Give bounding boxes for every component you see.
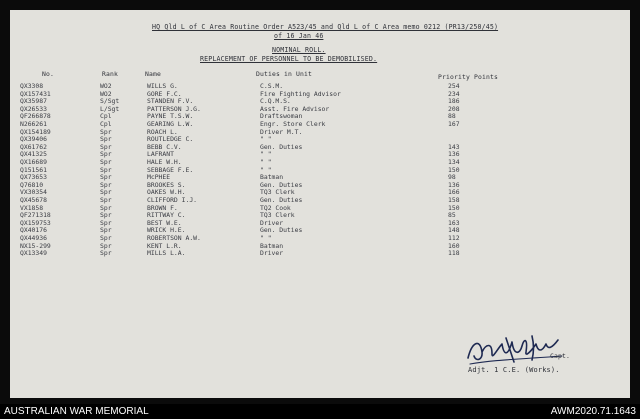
rank-cell: Spr — [100, 218, 112, 227]
duties-cell: Asst. Fire Advisor — [260, 104, 330, 113]
priority-points-cell: 167 — [448, 120, 460, 128]
routine-order-heading: HQ Qld L of C Area Routine Order A523/45 and Qld L of C Area memo 0212 (PR13/250/45) — [152, 23, 499, 31]
service-number-cell: QX40176 — [20, 226, 47, 235]
duties-cell: " " — [260, 165, 272, 174]
duties-cell: " " — [260, 150, 272, 159]
priority-points-cell: 160 — [448, 241, 460, 250]
duties-cell: TQ3 Clerk — [260, 188, 295, 197]
rank-cell: Spr — [100, 135, 112, 144]
duties-cell: Batman — [260, 241, 284, 250]
duties-cell: C.Q.M.S. — [260, 97, 291, 106]
priority-points-cell: 150 — [448, 203, 460, 212]
rank-cell: Cpl — [100, 120, 112, 128]
rank-cell: Spr — [100, 165, 112, 174]
name-cell: GEARING L.W. — [147, 120, 194, 128]
column-header-priority: Priority Points — [438, 73, 498, 81]
name-cell: PATTERSON J.G. — [147, 104, 201, 113]
duties-cell: " " — [260, 158, 272, 166]
rank-cell: Cpl — [100, 112, 112, 121]
name-cell: OAKES W.H. — [147, 188, 186, 197]
rank-cell: WO2 — [100, 89, 112, 98]
service-number-cell: VX30354 — [20, 188, 47, 197]
duties-cell: TQ3 Clerk — [260, 211, 295, 220]
service-number-cell: Q151561 — [20, 165, 47, 174]
rank-cell: Spr — [100, 173, 112, 182]
document-page — [10, 10, 630, 398]
rank-cell: Spr — [100, 180, 112, 189]
name-cell: SEBBAGE F.E. — [147, 165, 194, 174]
name-cell: BROOKES S. — [147, 180, 186, 189]
service-number-cell: QX157431 — [20, 89, 51, 98]
service-number-cell: QX44936 — [20, 234, 47, 242]
signature-rank: Capt. — [550, 352, 570, 360]
service-number-cell: QX13349 — [20, 249, 47, 258]
name-cell: ROACH L. — [147, 127, 178, 136]
signature-title: Adjt. 1 C.E. (Works). — [468, 366, 560, 374]
roll-subtitle: REPLACEMENT OF PERSONNEL TO BE DEMOBILISED. — [200, 55, 378, 63]
duties-cell: Gen. Duties — [260, 196, 303, 204]
rank-cell: Spr — [100, 211, 112, 220]
rank-cell: L/Sgt — [100, 104, 120, 113]
handwritten-signature — [462, 330, 572, 370]
priority-points-cell: 98 — [448, 173, 456, 182]
service-number-cell: QF266878 — [20, 112, 51, 121]
service-number-cell: QX154189 — [20, 127, 51, 136]
name-cell: ROBERTSON A.W. — [147, 234, 201, 242]
priority-points-cell: 143 — [448, 142, 460, 151]
duties-cell: Driver — [260, 249, 284, 258]
priority-points-cell: 136 — [448, 150, 460, 159]
priority-points-cell: 186 — [448, 97, 460, 106]
name-cell: PAYNE T.S.W. — [147, 112, 194, 121]
name-cell: GORE F.C. — [147, 89, 182, 98]
priority-points-cell: 112 — [448, 234, 460, 242]
name-cell: BEBB C.V. — [147, 142, 182, 151]
name-cell: McPHEE — [147, 173, 171, 182]
rank-cell: Spr — [100, 249, 112, 258]
rank-cell: Spr — [100, 203, 112, 212]
service-number-cell: QX61762 — [20, 142, 47, 151]
column-header-no: No. — [42, 70, 54, 78]
duties-cell: Driver — [260, 218, 284, 227]
column-header-name: Name — [145, 70, 161, 78]
duties-cell: Draftswoman — [260, 112, 303, 121]
service-number-cell: QX26533 — [20, 104, 47, 113]
priority-points-cell: 134 — [448, 158, 460, 166]
priority-points-cell: 148 — [448, 226, 460, 235]
name-cell: LAFRANT — [147, 150, 174, 159]
roll-title: NOMINAL ROLL. — [272, 46, 326, 54]
duties-cell: Gen. Duties — [260, 180, 303, 189]
priority-points-cell: 136 — [448, 180, 460, 189]
name-cell: BEST W.E. — [147, 218, 182, 227]
priority-points-cell: 166 — [448, 188, 460, 197]
priority-points-cell: 234 — [448, 89, 460, 98]
name-cell: WRICK H.E. — [147, 226, 186, 235]
service-number-cell: NX15-299 — [20, 241, 51, 250]
name-cell: CLIFFORD I.J. — [147, 196, 198, 204]
name-cell: KENT L.R. — [147, 241, 182, 250]
duties-cell: TQ2 Cook — [260, 203, 291, 212]
service-number-cell: QX3308 — [20, 82, 44, 90]
rank-cell: Spr — [100, 196, 112, 204]
duties-cell: " " — [260, 135, 272, 144]
name-cell: HALE W.H. — [147, 158, 182, 166]
name-cell: BROWN F. — [147, 203, 178, 212]
service-number-cell: QX39406 — [20, 135, 47, 144]
service-number-cell: QF271318 — [20, 211, 51, 220]
service-number-cell: QX45678 — [20, 196, 47, 204]
priority-points-cell: 118 — [448, 249, 460, 258]
column-header-duties: Duties in Unit — [256, 70, 312, 78]
rank-cell: Spr — [100, 127, 112, 136]
service-number-cell: QX16689 — [20, 158, 47, 166]
duties-cell: " " — [260, 234, 272, 242]
rank-cell: Spr — [100, 150, 112, 159]
duties-cell: C.S.M. — [260, 82, 284, 90]
rank-cell: WO2 — [100, 82, 112, 90]
priority-points-cell: 88 — [448, 112, 456, 121]
rank-cell: Spr — [100, 142, 112, 151]
name-cell: WILLS G. — [147, 82, 178, 90]
priority-points-cell: 85 — [448, 211, 456, 220]
duties-cell: Batman — [260, 173, 284, 182]
footer-accession-number: AWM2020.71.1643 — [550, 406, 636, 417]
service-number-cell: N266261 — [20, 120, 47, 128]
priority-points-cell: 254 — [448, 82, 460, 90]
footer-institution: AUSTRALIAN WAR MEMORIAL — [4, 406, 149, 417]
service-number-cell: QX41325 — [20, 150, 47, 159]
rank-cell: Spr — [100, 188, 112, 197]
name-cell: STANDEN F.V. — [147, 97, 194, 106]
priority-points-cell: 163 — [448, 218, 460, 227]
table-row — [10, 249, 630, 258]
column-header-rank: Rank — [102, 70, 118, 78]
rank-cell: Spr — [100, 226, 112, 235]
duties-cell: Gen. Duties — [260, 226, 303, 235]
duties-cell: Driver M.T. — [260, 127, 303, 136]
service-number-cell: Q76810 — [20, 180, 44, 189]
service-number-cell: QX73653 — [20, 173, 47, 182]
priority-points-cell: 158 — [448, 196, 460, 204]
duties-cell: Fire Fighting Advisor — [260, 89, 341, 98]
duties-cell: Engr. Store Clerk — [260, 120, 326, 128]
service-number-cell: VX1858 — [20, 203, 44, 212]
rank-cell: Spr — [100, 241, 112, 250]
name-cell: RITTWAY C. — [147, 211, 186, 220]
name-cell: MILLS L.A. — [147, 249, 186, 258]
rank-cell: Spr — [100, 234, 112, 242]
routine-order-date: of 16 Jan 46 — [274, 32, 324, 40]
name-cell: ROUTLEDGE C. — [147, 135, 194, 144]
duties-cell: Gen. Duties — [260, 142, 303, 151]
rank-cell: S/Sgt — [100, 97, 120, 106]
service-number-cell: QX159753 — [20, 218, 51, 227]
priority-points-cell: 208 — [448, 104, 460, 113]
priority-points-cell: 150 — [448, 165, 460, 174]
rank-cell: Spr — [100, 158, 112, 166]
service-number-cell: QX35987 — [20, 97, 47, 106]
